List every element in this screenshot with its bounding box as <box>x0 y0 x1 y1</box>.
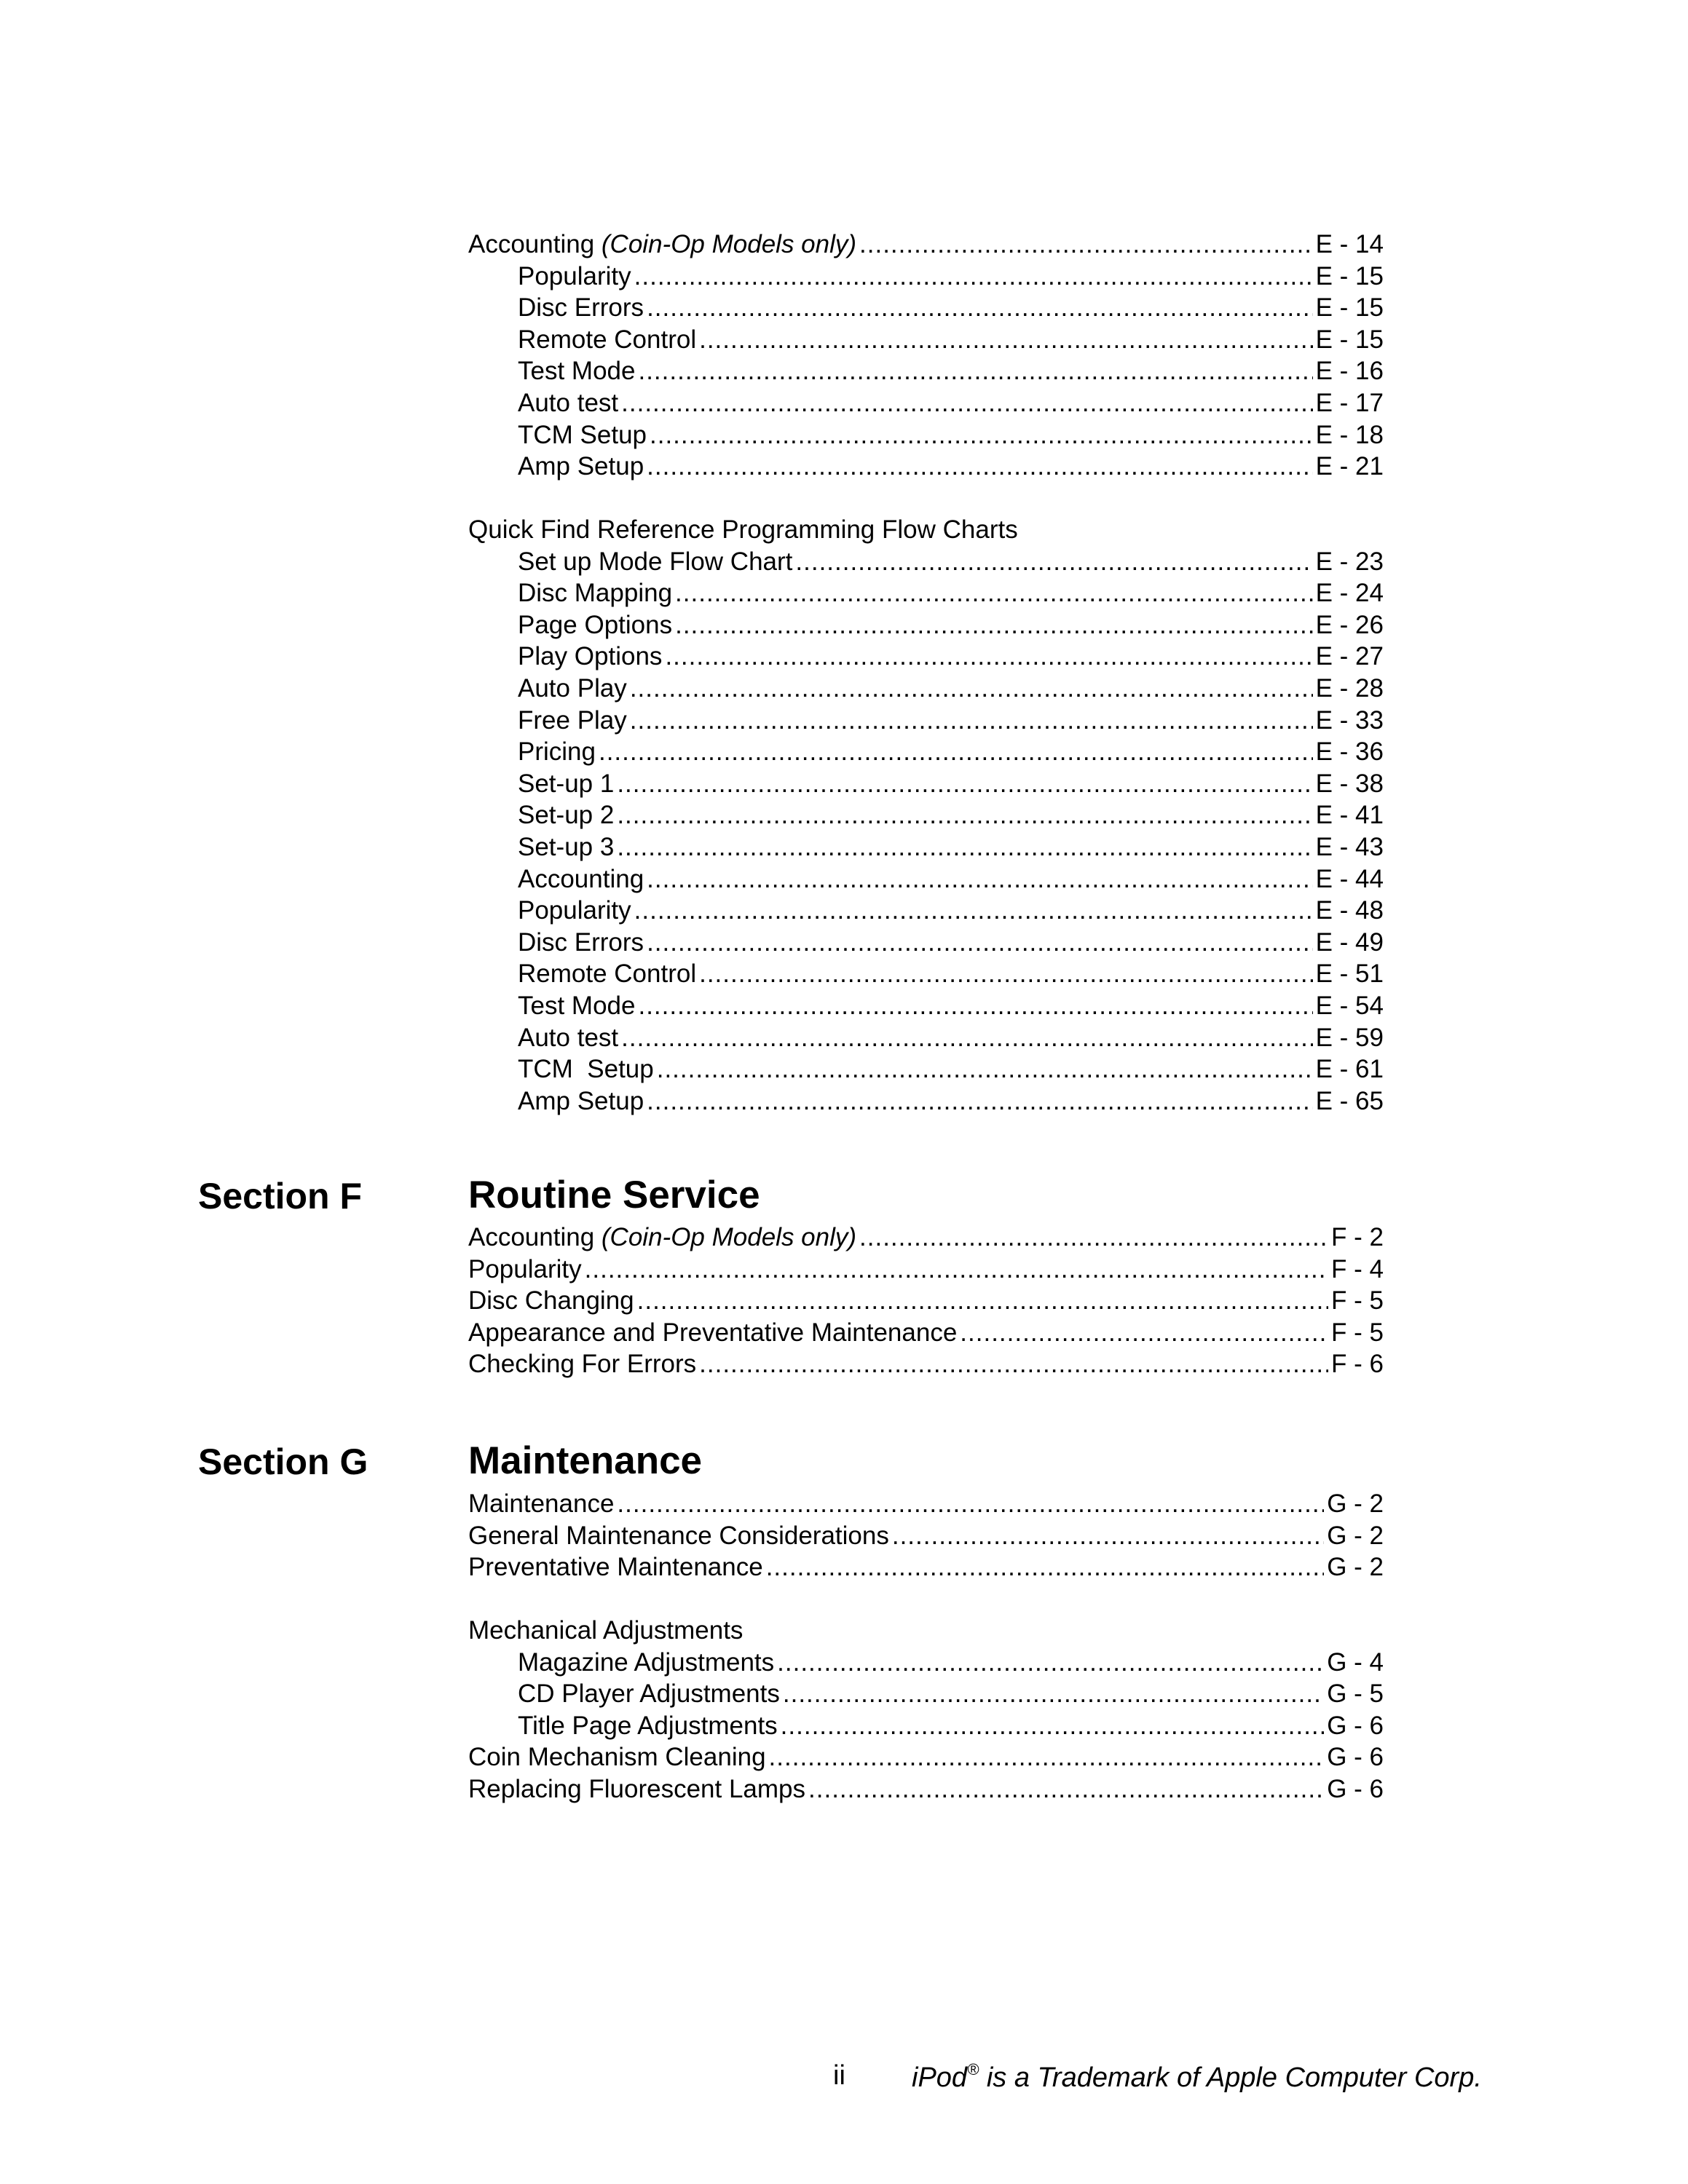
toc-entry-page: E - 43 <box>1315 832 1384 861</box>
flow-charts-heading: Quick Find Reference Programming Flow Charts <box>468 515 1018 544</box>
toc-entry[interactable] <box>468 705 1384 737</box>
toc-entry-label: Page Options <box>518 610 673 639</box>
toc-entry-page: E - 15 <box>1315 293 1384 323</box>
toc-entry[interactable] <box>468 1678 1384 1710</box>
dot-leader <box>647 1085 1312 1117</box>
toc-entry-page: E - 65 <box>1315 1086 1384 1115</box>
toc-entry-label: Appearance and Preventative Maintenance <box>468 1318 958 1347</box>
toc-entry-page: E - 21 <box>1315 452 1384 481</box>
dot-leader <box>699 1348 1328 1380</box>
dot-leader <box>647 927 1313 959</box>
toc-entry-accounting[interactable] <box>468 1222 1384 1254</box>
toc-entry-page: E - 44 <box>1315 864 1384 893</box>
toc-entry-label: Set-up 1 <box>518 769 615 798</box>
dot-leader <box>699 958 1313 990</box>
toc-entry[interactable] <box>468 1773 1384 1805</box>
toc-entry[interactable] <box>468 958 1384 990</box>
toc-entry[interactable] <box>468 831 1384 863</box>
toc-entry[interactable] <box>468 609 1384 641</box>
toc-entry[interactable] <box>468 1710 1384 1742</box>
toc-entry-page: G - 2 <box>1327 1521 1384 1550</box>
toc-entry[interactable] <box>468 1551 1384 1583</box>
toc-entry[interactable] <box>468 1488 1384 1520</box>
toc-entry-label: Remote Control <box>518 325 697 354</box>
toc-entry-page: G - 2 <box>1327 1553 1384 1582</box>
toc-entry-page: E - 28 <box>1315 673 1384 703</box>
dot-leader <box>675 577 1313 609</box>
toc-entry-page: E - 14 <box>1315 230 1384 258</box>
dot-leader <box>781 1710 1325 1742</box>
toc-entry-label: Accounting (Coin-Op Models only) <box>468 230 857 258</box>
toc-entry[interactable] <box>468 768 1384 800</box>
toc-entry-label: TCM Setup <box>518 420 647 449</box>
toc-entry-page: E - 27 <box>1315 642 1384 671</box>
toc-entry[interactable] <box>468 1022 1384 1054</box>
toc-entry-label: Pricing <box>518 737 596 767</box>
toc-entry-label: Auto test <box>518 388 619 417</box>
dot-leader <box>617 768 1312 800</box>
toc-entry-label: Preventative Maintenance <box>468 1553 763 1582</box>
toc-entry-page: G - 6 <box>1327 1711 1384 1740</box>
dot-leader <box>638 355 1312 387</box>
dot-leader <box>585 1254 1328 1286</box>
toc-entry-page: G - 5 <box>1327 1679 1384 1709</box>
toc-entry-page: G - 6 <box>1327 1774 1384 1803</box>
dot-leader <box>675 609 1313 641</box>
dot-leader <box>859 229 1313 261</box>
toc-entry-page: E - 59 <box>1315 1023 1384 1052</box>
dot-leader <box>630 673 1313 705</box>
dot-leader <box>630 705 1313 737</box>
section-e-continued <box>468 229 1384 483</box>
toc-entry-label: Popularity <box>518 896 631 925</box>
toc-entry-page: E - 17 <box>1315 388 1384 417</box>
dot-leader <box>647 863 1312 895</box>
trademark-notice: iPod® is a Trademark of Apple Computer Corp. <box>912 2060 1482 2093</box>
toc-entry-label: Magazine Adjustments <box>518 1647 775 1677</box>
toc-entry-page: F - 6 <box>1331 1350 1384 1379</box>
toc-entry-label: Remote Control <box>518 960 697 989</box>
section-g-entries <box>468 1488 1384 1583</box>
toc-entry[interactable] <box>468 673 1384 705</box>
dot-leader <box>647 292 1313 324</box>
toc-entry[interactable] <box>468 451 1384 483</box>
section-f-entries <box>468 1222 1384 1380</box>
toc-entry[interactable] <box>468 990 1384 1022</box>
toc-entry[interactable] <box>468 261 1384 293</box>
toc-entry[interactable] <box>468 736 1384 768</box>
dot-leader <box>769 1741 1325 1773</box>
toc-entry-page: E - 51 <box>1315 960 1384 989</box>
flow-charts-block <box>468 514 1384 1117</box>
toc-entry-page: E - 48 <box>1315 896 1384 925</box>
dot-leader <box>795 546 1312 578</box>
toc-entry-label: CD Player Adjustments <box>518 1679 780 1709</box>
toc-entry-label: Set up Mode Flow Chart <box>518 547 793 576</box>
dot-leader <box>699 324 1313 356</box>
toc-entry[interactable] <box>468 577 1384 609</box>
toc-entry-page: E - 49 <box>1315 927 1384 957</box>
toc-entry-label: Test Mode <box>518 991 636 1020</box>
toc-entry[interactable] <box>468 799 1384 831</box>
dot-leader <box>617 1488 1324 1520</box>
toc-entry-accounting[interactable] <box>468 229 1384 261</box>
toc-entry-page: E - 54 <box>1315 991 1384 1020</box>
toc-entry-label: Set-up 3 <box>518 832 615 861</box>
toc-entry-page: E - 16 <box>1315 357 1384 386</box>
toc-entry-page: E - 41 <box>1315 801 1384 830</box>
toc-entry[interactable] <box>468 927 1384 959</box>
dot-leader <box>634 895 1313 927</box>
toc-entry-page: E - 61 <box>1315 1055 1384 1084</box>
toc-entry-page: E - 18 <box>1315 420 1384 449</box>
toc-entry[interactable] <box>468 355 1384 387</box>
toc-entry[interactable] <box>468 1348 1384 1380</box>
dot-leader <box>621 387 1312 419</box>
toc-entry[interactable] <box>468 292 1384 324</box>
dot-leader <box>657 1053 1313 1085</box>
toc-entry-page: E - 26 <box>1315 610 1384 639</box>
dot-leader <box>650 419 1313 451</box>
toc-entry-label: Amp Setup <box>518 1086 644 1115</box>
dot-leader <box>665 641 1312 673</box>
toc-entry-label: Set-up 2 <box>518 801 615 830</box>
toc-entry-page: G - 4 <box>1327 1647 1384 1677</box>
toc-entry[interactable] <box>468 1254 1384 1286</box>
toc-entry-label: Disc Errors <box>518 293 644 323</box>
toc-entry-label: Play Options <box>518 642 663 671</box>
toc-entry-page: F - 5 <box>1331 1286 1384 1315</box>
toc-entry-label: Free Play <box>518 705 627 735</box>
toc-entry[interactable] <box>468 863 1384 895</box>
toc-entry[interactable] <box>468 419 1384 451</box>
section-f-label: Section F <box>198 1176 363 1216</box>
toc-entry[interactable] <box>468 1741 1384 1773</box>
toc-entry-label: Accounting (Coin-Op Models only) <box>468 1223 857 1251</box>
dot-leader <box>638 990 1312 1022</box>
mechanical-heading: Mechanical Adjustments <box>468 1616 744 1645</box>
dot-leader <box>783 1678 1324 1710</box>
dot-leader <box>859 1222 1328 1254</box>
toc-entry-page: G - 6 <box>1327 1743 1384 1772</box>
mechanical-adjustments-block <box>468 1615 1384 1805</box>
toc-entry-label: TCM Setup <box>518 1055 654 1084</box>
toc-entry[interactable] <box>468 1647 1384 1679</box>
dot-leader <box>777 1647 1324 1679</box>
toc-entry-page: E - 36 <box>1315 737 1384 767</box>
toc-entry-label: Disc Errors <box>518 927 644 957</box>
toc-entry-label: Auto Play <box>518 673 627 703</box>
toc-entry-page: F - 5 <box>1331 1318 1384 1347</box>
toc-entry-label: Auto test <box>518 1023 619 1052</box>
dot-leader <box>637 1285 1328 1317</box>
toc-entry-page: F - 4 <box>1331 1254 1384 1283</box>
toc-entry-label: Disc Mapping <box>518 579 673 608</box>
toc-entry-label: Accounting <box>518 864 644 893</box>
dot-leader <box>599 736 1313 768</box>
toc-entry-page: E - 23 <box>1315 547 1384 576</box>
toc-entry[interactable] <box>468 387 1384 419</box>
toc-entry-page: G - 2 <box>1327 1489 1384 1518</box>
section-g-label: Section G <box>198 1441 368 1482</box>
toc-entry[interactable] <box>468 895 1384 927</box>
dot-leader <box>634 261 1313 293</box>
dot-leader <box>960 1317 1328 1349</box>
toc-entry-label: Replacing Fluorescent Lamps <box>468 1774 806 1803</box>
toc-entry-label: Test Mode <box>518 357 636 386</box>
toc-entry-page: E - 38 <box>1315 769 1384 798</box>
toc-entry-label: Maintenance <box>468 1489 615 1518</box>
toc-entry-label: Disc Changing <box>468 1286 634 1315</box>
dot-leader <box>617 831 1312 863</box>
dot-leader <box>617 799 1312 831</box>
toc-entry[interactable] <box>468 546 1384 578</box>
toc-entry-label: Coin Mechanism Cleaning <box>468 1743 766 1772</box>
toc-entry-label: Checking For Errors <box>468 1350 697 1379</box>
toc-entry[interactable] <box>468 324 1384 356</box>
dot-leader <box>808 1773 1324 1805</box>
toc-entry-page: E - 15 <box>1315 325 1384 354</box>
toc-entry[interactable] <box>468 1285 1384 1317</box>
toc-entry-label: Popularity <box>468 1254 582 1283</box>
toc-entry[interactable] <box>468 1053 1384 1085</box>
toc-entry-page: E - 24 <box>1315 579 1384 608</box>
toc-entry-page: F - 2 <box>1331 1223 1384 1251</box>
dot-leader <box>766 1551 1325 1583</box>
toc-entry-page: E - 15 <box>1315 261 1384 290</box>
section-g-title: Maintenance <box>468 1439 703 1482</box>
toc-entry-label: General Maintenance Considerations <box>468 1521 889 1550</box>
toc-entry-label: Amp Setup <box>518 452 644 481</box>
toc-entry[interactable] <box>468 1520 1384 1552</box>
page-number: ii <box>833 2060 845 2091</box>
toc-entry[interactable] <box>468 1317 1384 1349</box>
toc-entry-label: Title Page Adjustments <box>518 1711 778 1740</box>
toc-entry-page: E - 33 <box>1315 705 1384 735</box>
section-f-title: Routine Service <box>468 1174 760 1216</box>
dot-leader <box>621 1022 1312 1054</box>
dot-leader <box>892 1520 1324 1552</box>
toc-entry[interactable] <box>468 641 1384 673</box>
toc-entry[interactable] <box>468 1085 1384 1117</box>
dot-leader <box>647 451 1312 483</box>
toc-entry-label: Popularity <box>518 261 631 290</box>
